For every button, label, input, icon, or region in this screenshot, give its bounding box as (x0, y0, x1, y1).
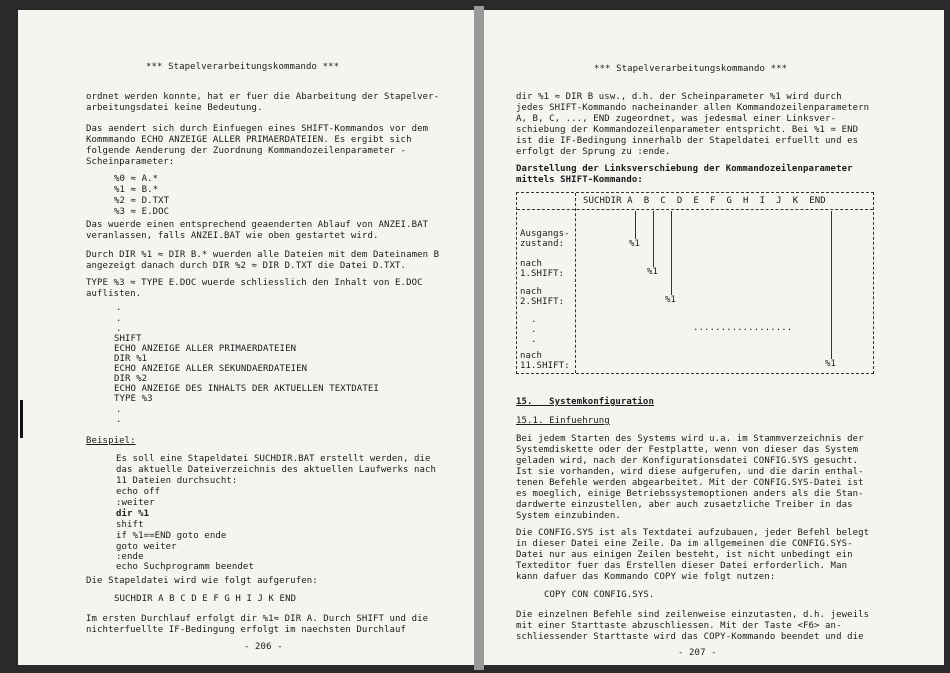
left-p5-line1: TYPE %3 ≈ TYPE E.DOC wuerde schliesslich den Inhalt von E.DOC (86, 278, 423, 288)
right-p4-line2: mit einer Starttaste abzuschliessen. Mit der Taste <F6> an- (516, 621, 842, 631)
section-15-1-heading: 15.1. Einfuehrung (516, 416, 610, 426)
left-p2-line4: Scheinparameter: (86, 157, 175, 167)
row2-label-1: nach (520, 287, 543, 297)
right-p2-line8: System einzubinden. (516, 511, 621, 521)
row4-label-1: nach (520, 351, 543, 361)
dot-top-1: . (116, 303, 122, 313)
row2-marker: %1 (665, 295, 677, 305)
right-p3-line4: Texteditor fuer das Erstellen dieser Datei erforderlich. Man (516, 561, 848, 571)
row1-marker: %1 (647, 267, 659, 277)
row0-marker: %1 (629, 239, 641, 249)
left-p4-line2: angezeigt danach durch DIR %2 ≈ DIR D.TXT die Datei D.TXT. (86, 261, 407, 271)
code-line-2: ECHO ANZEIGE ALLER PRIMAERDATEIEN (114, 344, 297, 354)
diagram-header: SUCHDIR A B C D E F G H I J K END (583, 196, 826, 206)
left-p5-line2: auflisten. (86, 289, 142, 299)
code-line-7: TYPE %3 (114, 394, 153, 404)
right-p1-line1: dir %1 ≈ DIR B usw., d.h. der Scheinparameter %1 wird durch (516, 92, 842, 102)
right-p2-line4: Ist sie vorhanden, wird diese aufgerufen, und die darin enthal- (516, 467, 864, 477)
bcode-1: echo off (116, 487, 161, 497)
left-page-number: - 206 - (244, 642, 283, 652)
right-p1-line4: schiebung der Kommandozeilenparameter entspricht. Bei %1 = END (516, 125, 859, 135)
code-line-1: SHIFT (114, 334, 142, 344)
section-15-text: 15. Systemkonfiguration (516, 397, 654, 407)
right-page-number: - 207 - (678, 648, 717, 658)
param-1: %1 ≈ B.* (114, 185, 159, 195)
right-p3-line2: in dieser Datei eine Zeile. Da im allgemeinen die CONFIG.SYS- (516, 539, 853, 549)
row2-label-2: 2.SHIFT: (520, 297, 565, 307)
beispiel-text-3: 11 Dateien durchsucht: (116, 476, 238, 486)
left-p2-line1: Das aendert sich durch Einfuegen eines SHIFT-Kommandos vor dem (86, 124, 429, 134)
left-p6: Die Stapeldatei wird wie folgt aufgerufen: (86, 576, 318, 586)
left-p2-line2: Kommmando ECHO ANZEIGE ALLER PRIMAERDATEIEN. Es ergibt sich (86, 135, 412, 145)
code-line-5: DIR %2 (114, 374, 148, 384)
left-page-header: *** Stapelverarbeitungskommando *** (146, 62, 340, 72)
bcode-5: if %1==END goto ende (116, 531, 227, 541)
right-p4-line3: schliessender Starttaste wird das COPY-Kommando beendet und die (516, 632, 864, 642)
param-0: %0 ≈ A.* (114, 174, 159, 184)
left-page (18, 10, 474, 665)
diagram-title-2: mittels SHIFT-Kommando: (516, 175, 643, 185)
row1-label-1: nach (520, 259, 543, 269)
row3-dot-2: . (531, 325, 537, 335)
right-p3-line5: kann dafuer das Kommando COPY wie folgt nutzen: (516, 572, 776, 582)
row0-label-2: zustand: (520, 239, 565, 249)
right-p2-line5: tenen Befehle werden abgearbeitet. Mit der CONFIG.SYS-Datei ist (516, 478, 864, 488)
dot-bottom-2: . (116, 415, 122, 425)
beispiel-label: Beispiel: (86, 436, 136, 446)
bcode-3: dir %1 (116, 509, 150, 519)
row1-label-2: 1.SHIFT: (520, 269, 565, 279)
right-page (484, 10, 944, 665)
right-p2-line6: es moeglich, einige Betriebssystemoptionen anders als die Stan- (516, 489, 864, 499)
call-line: SUCHDIR A B C D E F G H I J K END (114, 594, 297, 604)
left-p1-line1: ordnet werden konnte, hat er fuer die Abarbeitung der Stapelver- (86, 92, 440, 102)
right-p2-line7: dardwerte einzustellen, aber auch zusaetzliche Treiber in das (516, 500, 853, 510)
code-line-6: ECHO ANZEIGE DES INHALTS DER AKTUELLEN TEXTDATEI (114, 384, 379, 394)
bcode-2: :weiter (116, 498, 155, 508)
beispiel-text-2: das aktuelle Dateiverzeichnis des aktuellen Laufwerks nach (116, 465, 437, 475)
bcode-7: :ende (116, 552, 144, 562)
left-p2-line3: folgende Aenderung der Zuordnung Kommandozeilenparameter - (86, 146, 407, 156)
right-p4-line1: Die einzelnen Befehle sind zeilenweise einzutasten, d.h. jeweils (516, 610, 870, 620)
code-line-3: DIR %1 (114, 354, 148, 364)
right-p2-line1: Bei jedem Starten des Systems wird u.a. im Stammverzeichnis der (516, 434, 864, 444)
right-p2-line2: Systemdiskette oder der Festplatte, wenn von dieser das System (516, 445, 859, 455)
param-2: %2 ≈ D.TXT (114, 196, 170, 206)
shift-diagram (516, 192, 874, 374)
left-p3-line1: Das wuerde einen entsprechend geaenderten Ablauf von ANZEI.BAT (86, 220, 429, 230)
beispiel-text-1: Es soll eine Stapeldatei SUCHDIR.BAT erstellt werden, die (116, 454, 431, 464)
margin-mark (20, 400, 23, 438)
right-p2-line3: geladen wird, nach der Konfigurationsdatei CONFIG.SYS gesucht. (516, 456, 859, 466)
right-p3-line1: Die CONFIG.SYS ist als Textdatei aufzubauen, jeder Befehl belegt (516, 528, 870, 538)
right-p3-line3: Datei nur aus einigen Zeilen besteht, ist nicht unbedingt ein (516, 550, 853, 560)
bcode-6: goto weiter (116, 542, 177, 552)
left-p7-line2: nichterfuellte IF-Bedingung erfolgt im naechsten Durchlauf (86, 625, 407, 635)
row4-label-2: 11.SHIFT: (520, 361, 570, 371)
row4-marker: %1 (825, 359, 837, 369)
row3-dot-3: . (531, 335, 537, 345)
left-p3-line2: veranlassen, falls ANZEI.BAT wie oben gestartet wird. (86, 231, 379, 241)
left-p1-line2: arbeitungsdatei keine Bedeutung. (86, 103, 263, 113)
right-page-header: *** Stapelverarbeitungskommando *** (594, 64, 788, 74)
book-gutter (474, 6, 484, 670)
left-p4-line1: Durch DIR %1 ≈ DIR B.* wuerden alle Dateien mit dem Dateinamen B (86, 250, 440, 260)
dot-bottom-1: . (116, 405, 122, 415)
param-3: %3 ≈ E.DOC (114, 207, 170, 217)
dot-top-2: . (116, 314, 122, 324)
left-p7-line1: Im ersten Durchlauf erfolgt dir %1≈ DIR A. Durch SHIFT und die (86, 614, 429, 624)
diagram-title-1: Darstellung der Linksverschiebung der Kommandozeilenparameter (516, 164, 853, 174)
row3-dot-1: . (531, 315, 537, 325)
right-p1-line2: jedes SHIFT-Kommando nacheinander allen Kommandozeilenparametern (516, 103, 870, 113)
right-p1-line6: erfolgt der Sprung zu :ende. (516, 147, 671, 157)
right-p1-line3: A, B, C, ..., END zugeordnet, was jedesmal einer Linksver- (516, 114, 837, 124)
row3-dotted: .................. (693, 323, 793, 333)
bcode-4: shift (116, 520, 144, 530)
section-15-heading (516, 397, 654, 408)
row0-label-1: Ausgangs- (520, 229, 570, 239)
code-line-4: ECHO ANZEIGE ALLER SEKUNDAERDATEIEN (114, 364, 308, 374)
right-p1-line5: ist die IF-Bedingung innerhalb der Stapeldatei erfuellt und es (516, 136, 859, 146)
dot-top-3: . (116, 324, 122, 334)
bcode-8: echo Suchprogramm beendet (116, 562, 254, 572)
copy-command: COPY CON CONFIG.SYS. (544, 590, 655, 600)
